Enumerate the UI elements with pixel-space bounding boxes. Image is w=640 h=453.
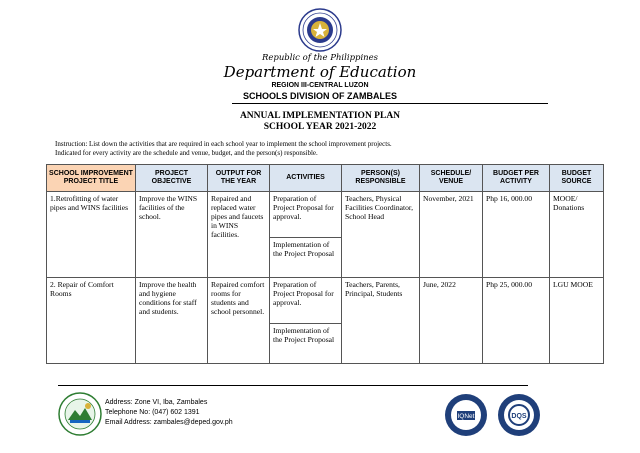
instruction-text [55, 140, 392, 158]
instruction-line-2: Indicated for every activity are the schedule and venue, budget, and the person(s) responsible. [55, 149, 318, 157]
division-line: SCHOOLS DIVISION OF ZAMBALES [242, 91, 397, 101]
activity-item: Implementation of the Project Proposal [270, 237, 341, 260]
table-row [47, 278, 604, 364]
table-row [47, 192, 604, 278]
activity-item: Preparation of Project Proposal for approval. [273, 280, 334, 307]
col-header-source: BUDGET SOURCE [550, 165, 604, 192]
col-header-activities: ACTIVITIES [270, 165, 342, 192]
division-seal-logo [58, 392, 102, 436]
email-line: Email Address: zambales@deped.gov.ph [105, 419, 233, 426]
cell-schedule: November, 2021 [420, 192, 483, 278]
cell-schedule: June, 2022 [420, 278, 483, 364]
department-name: Department of Education [223, 63, 417, 81]
cell-source: MOOE/ Donations [550, 192, 604, 278]
cell-persons: Teachers, Parents, Principal, Students [342, 278, 420, 364]
col-header-output: OUTPUT FOR THE YEAR [208, 165, 270, 192]
cell-output: Repaired and replaced water pipes and faucets in WINS facilities. [208, 192, 270, 278]
activity-item: Implementation of the Project Proposal [270, 323, 341, 346]
footer-address-block [105, 398, 233, 428]
dqs-text: DQS [511, 413, 527, 420]
col-header-project-title: SCHOOL IMPROVEMENT PROJECT TITLE [47, 165, 136, 192]
col-header-schedule: SCHEDULE/ VENUE [420, 165, 483, 192]
cell-budget: Php 16, 000.00 [483, 192, 550, 278]
instruction-line-1: Instruction: List down the activities that are required in each school year to implement the school improvement projects. [55, 140, 392, 148]
cell-output: Repaired comfort rooms for students and school personnel. [208, 278, 270, 364]
cell-activities [270, 192, 342, 278]
header-divider [232, 103, 548, 104]
cell-project-title: 2. Repair of Comfort Rooms [47, 278, 136, 364]
implementation-plan-table [46, 164, 604, 364]
cell-objective: Improve the WINS facilities of the school. [136, 192, 208, 278]
cell-persons: Teachers, Physical Facilities Coordinator, School Head [342, 192, 420, 278]
telephone-line: Telephone No: (047) 602 1391 [105, 409, 200, 416]
cell-budget: Php 25, 000.00 [483, 278, 550, 364]
cell-project-title: 1.Retrofitting of water pipes and WINS facilities [47, 192, 136, 278]
republic-line: Republic of the Philippines [261, 53, 379, 63]
address-line: Address: Zone VI, Iba, Zambales [105, 399, 208, 406]
cell-objective: Improve the health and hygiene conditions for staff and students. [136, 278, 208, 364]
iqnet-certification-logo [444, 393, 488, 437]
footer-divider [58, 385, 528, 386]
col-header-persons: PERSON(S) RESPONSIBLE [342, 165, 420, 192]
dqs-certification-logo [497, 393, 541, 437]
iqnet-text: IQNet [457, 413, 475, 420]
school-year: SCHOOL YEAR 2021-2022 [263, 122, 377, 132]
table-header-row [47, 165, 604, 192]
document-title: ANNUAL IMPLEMENTATION PLAN [239, 111, 401, 121]
col-header-budget: BUDGET PER ACTIVITY [483, 165, 550, 192]
cell-activities [270, 278, 342, 364]
activity-item: Preparation of Project Proposal for approval. [273, 194, 334, 221]
deped-seal-logo [298, 8, 342, 52]
col-header-objective: PROJECT OBJECTIVE [136, 165, 208, 192]
cell-source: LGU MOOE [550, 278, 604, 364]
region-line: REGION III-CENTRAL LUZON [271, 82, 369, 89]
